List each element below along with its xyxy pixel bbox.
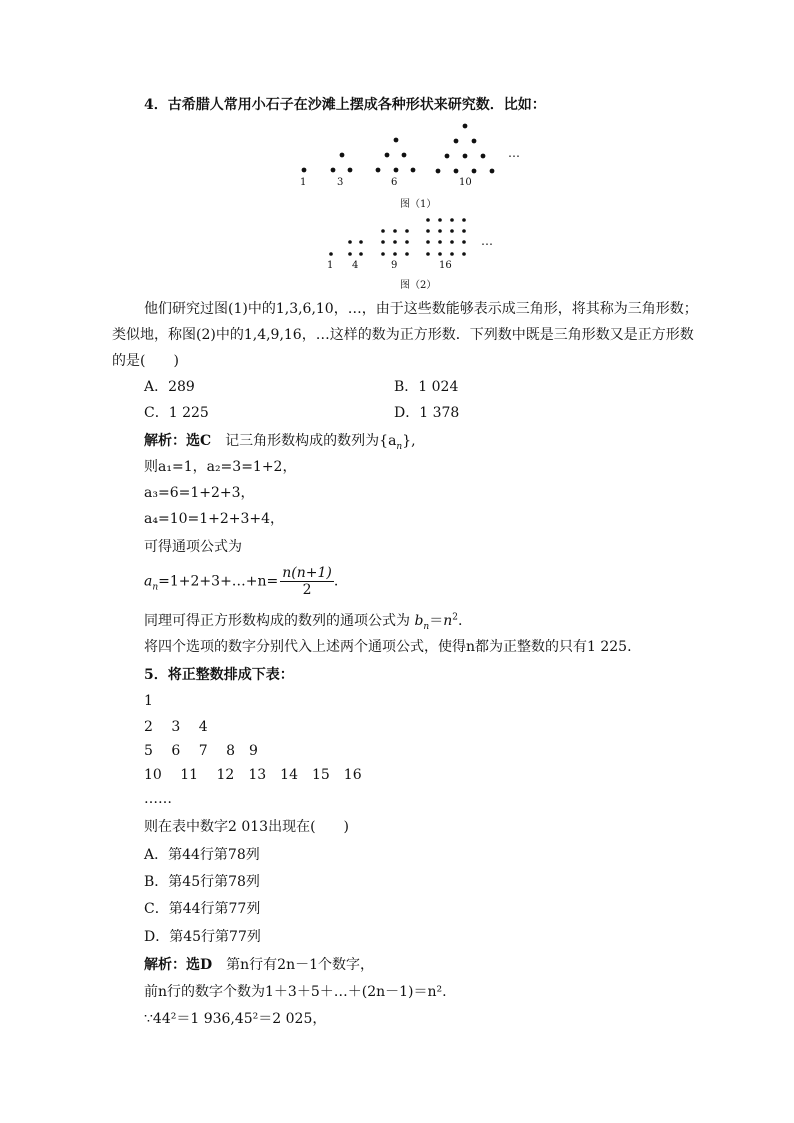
- dot: [348, 252, 352, 256]
- q4-solution-line3: a₃=6=1+2+3，: [144, 485, 255, 501]
- dot: [405, 229, 409, 233]
- q4-option-d: D．1 378: [394, 405, 460, 421]
- fig2-ellipsis: …: [481, 234, 493, 248]
- sol7-text: 同理可得正方形数构成的数列的通项公式为: [144, 613, 410, 629]
- dot: [359, 240, 363, 244]
- dot: [359, 252, 363, 256]
- dot: [348, 240, 352, 244]
- q5-row-3: 5 6 7 8 9: [144, 743, 258, 759]
- fig1-ellipsis: …: [508, 146, 520, 160]
- dot: [381, 252, 385, 256]
- solution-text: 记三角形数构成的数列为{a: [225, 433, 397, 449]
- solution-label: 解析：: [144, 957, 186, 973]
- solution-choice: 选C: [186, 433, 212, 449]
- fig1-caption: 图（1）: [400, 199, 437, 210]
- figure-2-dots: [0, 0, 794, 300]
- dot: [426, 252, 430, 256]
- dot: [381, 229, 385, 233]
- q4-solution-formula: $a_n=1+2+3+\dots+n=$ $\frac{n(n+1)}{2}$ .: [144, 565, 339, 598]
- fig2-label-9: 9: [391, 260, 398, 271]
- q4-option-c: C．1 225: [144, 405, 209, 421]
- q4-solution-line2: 则a₁=1，a₂=3=1+2，: [144, 459, 297, 475]
- dot: [438, 240, 442, 244]
- formula-left: =1+2+3+…+n=: [158, 573, 279, 590]
- q5-option-d: D．第45行第77列: [144, 929, 261, 945]
- fig2-label-16: 16: [439, 260, 452, 271]
- q5-row-4: 10 11 12 13 14 15 16: [144, 767, 362, 783]
- q5-question: 则在表中数字2 013出现在( ): [144, 819, 350, 835]
- q5-row-2: 2 3 4: [144, 719, 208, 735]
- dot: [405, 252, 409, 256]
- solution-text: 第n行有2n－1个数字，: [226, 957, 374, 973]
- q4-solution-line8: 将四个选项的数字分别代入上述两个通项公式，使得n都为正整数的只有1 225.: [144, 639, 632, 655]
- dot: [329, 252, 333, 256]
- q5-option-c: C．第44行第77列: [144, 901, 261, 917]
- q4-solution-line5: 可得通项公式为: [144, 539, 242, 555]
- q5-solution-line1: [144, 956, 374, 974]
- fig1-label-1: 1: [300, 177, 307, 188]
- solution-choice: 选D: [186, 957, 213, 973]
- fig1-label-6: 6: [391, 177, 398, 188]
- fraction: [280, 565, 334, 598]
- fraction-numerator: n(n+1): [282, 565, 332, 581]
- fig1-label-3: 3: [337, 177, 344, 188]
- dot: [450, 240, 454, 244]
- q4-solution-line7: 同理可得正方形数构成的数列的通项公式为 $b_n=n^2$.: [144, 612, 463, 632]
- dot: [462, 252, 466, 256]
- dot: [450, 218, 454, 222]
- dot: [438, 218, 442, 222]
- dot: [462, 229, 466, 233]
- q4-para1: 他们研究过图(1)中的1,3,6,10，…，由于这些数能够表示成三角形，将其称为三角形数；: [144, 301, 698, 317]
- q4-para3: 的是( ): [112, 353, 179, 369]
- dot: [438, 229, 442, 233]
- q5-option-b: B．第45行第78列: [144, 874, 260, 890]
- q4-solution-line4: a₄=10=1+2+3+4，: [144, 511, 285, 527]
- dot: [462, 218, 466, 222]
- q4-stem: 4．古希腊人常用小石子在沙滩上摆成各种形状来研究数．比如：: [144, 97, 546, 113]
- dot: [426, 229, 430, 233]
- dot: [381, 240, 385, 244]
- q4-option-a: A．289: [144, 379, 195, 395]
- q5-row-5: ……: [144, 791, 172, 807]
- fig2-caption: 图（2）: [400, 280, 437, 291]
- dot: [393, 240, 397, 244]
- dot: [450, 252, 454, 256]
- q5-option-a: A．第44行第78列: [144, 847, 260, 863]
- fig2-label-4: 4: [352, 260, 359, 271]
- dot: [438, 252, 442, 256]
- q5-solution-line3: ∵44²＝1 936,45²＝2 025，: [144, 1011, 327, 1027]
- fig1-label-10: 10: [459, 177, 472, 188]
- dot: [426, 240, 430, 244]
- dot: [405, 240, 409, 244]
- q4-option-b: B．1 024: [394, 379, 459, 395]
- dot: [393, 229, 397, 233]
- q5-stem: 5．将正整数排成下表：: [144, 667, 294, 683]
- solution-label: 解析：: [144, 433, 186, 449]
- dot: [426, 218, 430, 222]
- dot: [462, 240, 466, 244]
- fig2-label-1: 1: [327, 260, 334, 271]
- q5-solution-line2: 前n行的数字个数为1＋3＋5＋…＋(2n－1)＝n².: [144, 984, 447, 1000]
- dot: [393, 252, 397, 256]
- q4-solution-line1: 解析：选C 记三角形数构成的数列为$\{a_n\}$,: [144, 433, 416, 452]
- fraction-denominator: 2: [302, 582, 312, 598]
- q4-para2: 类似地，称图(2)中的1,4,9,16，…这样的数为正方形数．下列数中既是三角形数又是正方形数: [112, 327, 694, 343]
- dot: [450, 229, 454, 233]
- q5-row-1: 1: [144, 693, 153, 709]
